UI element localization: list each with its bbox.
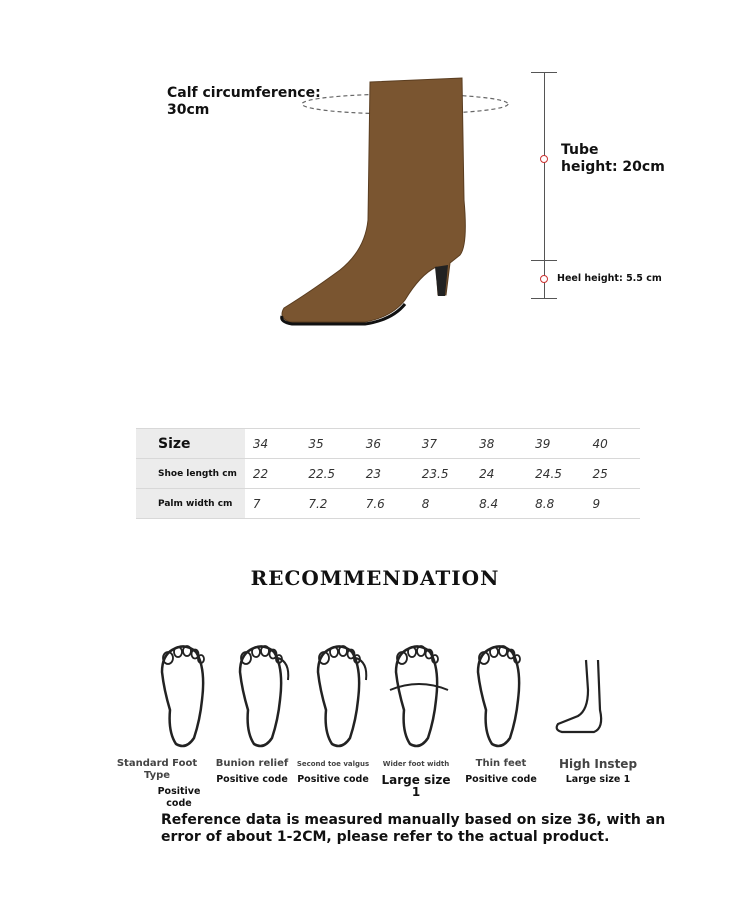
size-table-row [136, 459, 640, 489]
size-table-cell: 38 [471, 429, 527, 459]
size-table-cell: 8.8 [527, 489, 584, 519]
heel-top-tick [531, 260, 557, 261]
thin-foot-icon [466, 640, 536, 750]
size-table-cell: 25 [585, 459, 640, 489]
size-table-cell: 22 [245, 459, 300, 489]
foot-type-code: Positive code [157, 786, 201, 809]
foot-type-name: Wider foot width [382, 760, 450, 768]
size-table-cell: 23 [358, 459, 414, 489]
size-table-row [136, 489, 640, 519]
height-measure-line [544, 72, 545, 298]
foot-type-caption [212, 758, 292, 786]
size-table-cell: 39 [527, 429, 584, 459]
size-table-cell: 24 [471, 459, 527, 489]
foot-type-caption [376, 758, 456, 798]
high-instep-foot-icon [548, 640, 618, 750]
reference-note: Reference data is measured manually based on size 36, with an error of about 1-2CM, please refer to the actual product. [161, 812, 666, 845]
heel-height-marker [540, 275, 548, 283]
foot-type-name: High Instep [558, 757, 638, 771]
size-table-cell: 24.5 [527, 459, 584, 489]
size-table-cell: 9 [585, 489, 640, 519]
foot-type-code: Large size 1 [381, 773, 451, 799]
size-table-row-header: Shoe length cm [136, 459, 245, 489]
foot-type-name: Bunion relief [215, 758, 289, 769]
foot-type-code: Positive code [297, 774, 369, 785]
calf-label-text: Calf circumference: [167, 85, 321, 101]
size-table-cell: 8 [414, 489, 471, 519]
boot-image [270, 70, 520, 330]
calf-value-text: 30cm [167, 102, 210, 118]
foot-type-caption [556, 758, 640, 786]
size-table-cell: 35 [300, 429, 357, 459]
foot-type-code: Positive code [216, 774, 288, 785]
foot-type-name: Second toe valgus [296, 760, 370, 768]
size-table-row [136, 429, 640, 459]
foot-type-code: Large size 1 [565, 774, 631, 785]
size-table-cell: 22.5 [300, 459, 357, 489]
bunion-foot-icon [228, 640, 298, 750]
size-table-cell: 36 [358, 429, 414, 459]
size-table [136, 428, 640, 519]
tube-height-label [561, 142, 665, 176]
heel-bottom-tick [531, 298, 557, 299]
size-table-row-header: Palm width cm [136, 489, 245, 519]
foot-type-name: Thin feet [475, 758, 527, 769]
size-table-cell: 23.5 [414, 459, 471, 489]
foot-type-code: Positive code [465, 774, 537, 785]
tube-label-text: Tube [561, 142, 599, 158]
size-table-cell: 7.2 [300, 489, 357, 519]
tube-value-text: height: 20cm [561, 159, 665, 175]
heel-height-label: Heel height: 5.5 cm [557, 273, 662, 284]
size-table-cell: 37 [414, 429, 471, 459]
standard-foot-icon [150, 640, 220, 750]
size-table-cell: 7.6 [358, 489, 414, 519]
tube-height-marker [540, 155, 548, 163]
foot-type-caption [464, 758, 538, 786]
size-table-cell: 7 [245, 489, 300, 519]
size-table-cell: 40 [585, 429, 640, 459]
foot-type-caption [105, 758, 209, 810]
recommendation-title: RECOMMENDATION [250, 566, 500, 590]
foot-type-caption [290, 758, 376, 786]
size-table-cell: 8.4 [471, 489, 527, 519]
second-toe-foot-icon [306, 640, 376, 750]
wide-foot-icon [384, 640, 454, 750]
foot-type-name: Standard Foot Type [116, 758, 198, 781]
size-table-cell: 34 [245, 429, 300, 459]
size-table-row-header: Size [136, 429, 245, 459]
